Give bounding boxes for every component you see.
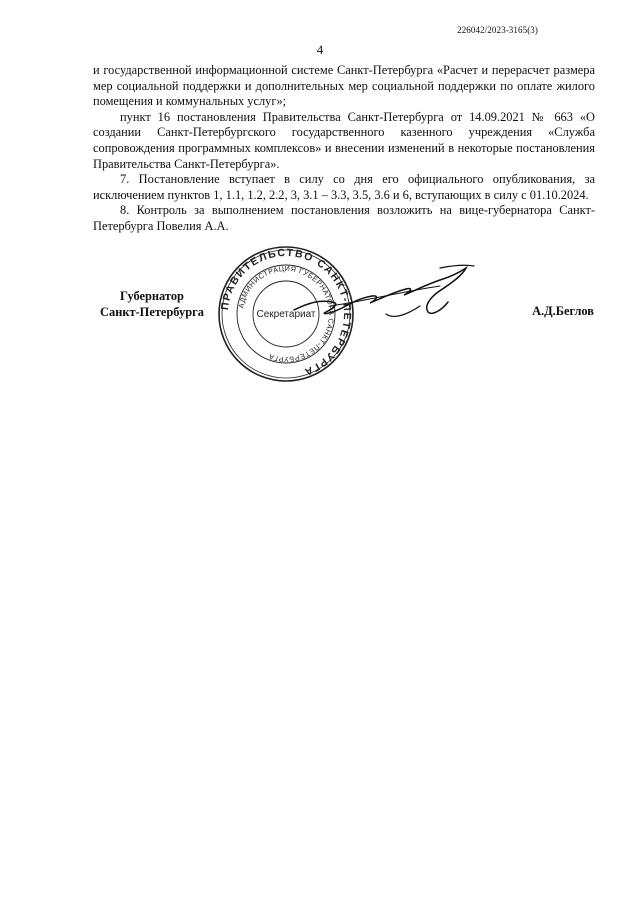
signatory-name: А.Д.Беглов: [532, 304, 594, 318]
signatory-title-line2: Санкт-Петербурга: [100, 305, 204, 319]
handwritten-signature: [290, 262, 480, 342]
signatory-title-line1: Губернатор: [120, 289, 184, 303]
document-body: [93, 63, 595, 235]
paragraph-item-16: пункт 16 постановления Правительства Санкт-Петербурга от 14.09.2021 № 663 «О создании Санкт-Петербургского государственного казенного учреждения «Служба сопровождения программных комплексов» и внесении изменений в некоторые постановления Правительства Санкт-Петербурга».: [93, 109, 595, 171]
paragraph-continuation: и государственной информационной системе Санкт-Петербурга «Расчет и перерасчет размера мер социальной поддержки и дополнительных мер социальной поддержки по оплате жилого помещения и коммунальных услуг»;: [93, 63, 595, 109]
document-id: 226042/2023-3165(3): [457, 25, 538, 35]
signatory-title: [92, 288, 212, 320]
paragraph-item-8: 8. Контроль за выполнением постановления возложить на вице-губернатора Санкт-Петербурга Повелия А.А.: [93, 203, 595, 233]
paragraph-item-7: 7. Постановление вступает в силу со дня его официального опубликования, за исключением пунктов 1, 1.1, 1.2, 2.2, 3, 3.1 – 3.3, 3.5, 3.6 и 6, вступающих в силу с 01.10.2024.: [93, 172, 595, 202]
stamp-inner-text: АДМИНИСТРАЦИЯ ГУБЕРНАТОРА САНКТ-ПЕТЕРБУРГА: [236, 263, 337, 365]
page-number: 4: [316, 42, 324, 57]
stamp-center-text: Секретариат: [256, 309, 316, 320]
stamp-outer-text: ПРАВИТЕЛЬСТВО САНКТ-ПЕТЕРБУРГА: [219, 246, 354, 379]
